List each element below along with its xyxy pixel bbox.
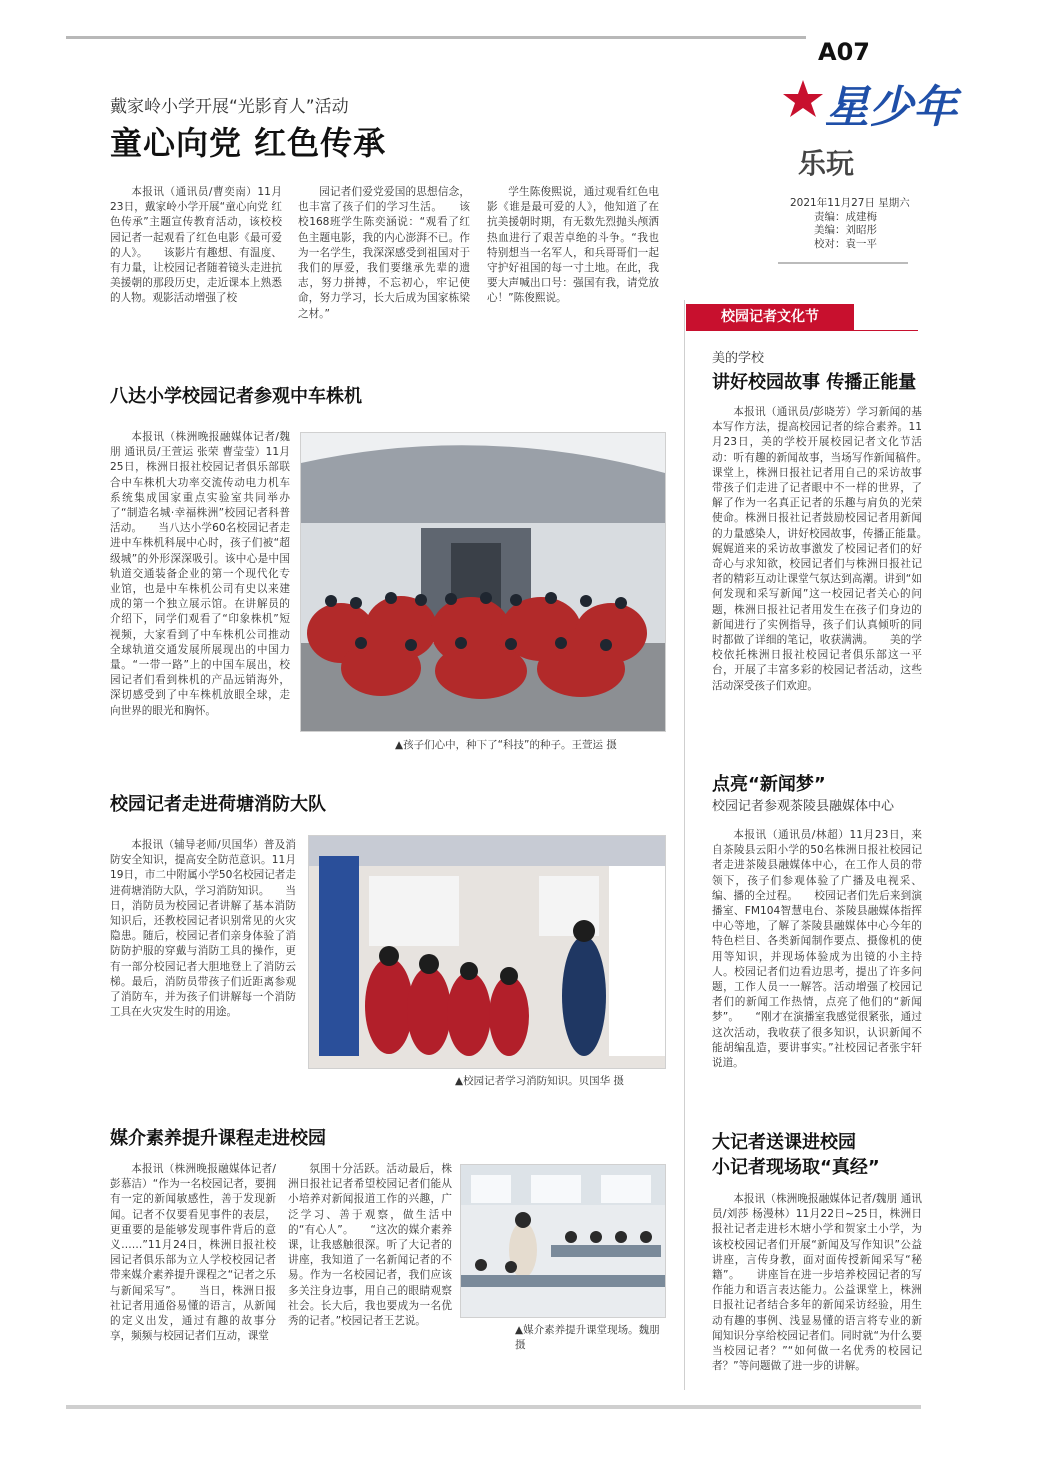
story4-photo [460, 1164, 666, 1318]
right-story2-subtitle: 校园记者参观茶陵县融媒体中心 [712, 799, 895, 814]
story2-photo [300, 432, 666, 732]
section-tag-rule [686, 330, 918, 331]
right-story3-title-line1: 大记者送课进校园 [712, 1132, 856, 1153]
lead-column-3: 学生陈俊熙说，通过观看红色电影《谁是最可爱的人》，他知道了在抗美援朝时期，有无数先烈抛头颅洒热血进行了艰苦卓绝的斗争。“我也特别想当一名军人，和兵哥哥们一起守护好祖国的每一寸土地。在此，我要大声喊出口号：强国有我，请党放心！”陈俊熙说。 [487, 186, 659, 305]
page-number: A07 [818, 38, 870, 66]
dateline [790, 197, 910, 251]
right-story3-body: 本报讯（株洲晚报融媒体记者/魏朋 通讯员/刘莎 杨漫林）11月22日~25日，株洲日报社记者走进杉木塘小学和贺家土小学，为该校校园记者们开展“新闻及写作知识”公益讲座，言传身教，面对面传授新闻采写“秘籍”。 讲座旨在进一步培养校园记者的写作能力和语言表达能力。公益课堂上，株洲日报社记者结合多年的新闻采访经验，用生动有趣的事例、浅显易懂的语言将专业的新闻知识分享给校园记者们。同时就“为什么要当校园记者？”“如何做一名优秀的校园记者？”等问题做了进一步的讲解。 [712, 1193, 922, 1373]
proofreader-credit: 校对：袁一平 [814, 237, 877, 250]
right-story2-title: 点亮“新闻梦” [712, 774, 826, 795]
story3-caption: ▲校园记者学习消防知识。贝国华 摄 [455, 1075, 624, 1087]
story4-caption: ▲媒介素养提升课堂现场。魏朋 摄 [515, 1324, 660, 1351]
lead-title: 童心向党 红色传承 [110, 124, 387, 162]
lead-subtitle: 戴家岭小学开展“光影育人”活动 [110, 97, 349, 117]
right-story1-title: 讲好校园故事 传播正能量 [712, 372, 917, 393]
masthead-rule [778, 262, 908, 264]
star-logo-icon [785, 70, 957, 140]
issue-date: 2021年11月27日 星期六 [790, 197, 910, 209]
right-story1-body: 本报讯（通讯员/彭晓芳）学习新闻的基本写作方法，提高校园记者的综合素养。11月23日，美的学校开展校园记者文化节活动：听有趣的新闻故事，当场写作新闻稿件。 课堂上，株洲日报社记者用自己的采访故事带孩子们走进了记者眼中不一样的世界，了解了作为一名真正记者的乐趣与肩负的光荣使命。株洲日报社记者鼓励校园记者用新闻的力量感染人，讲好校园故事，传播正能量。 娓娓道来的采访故事激发了校园记者们的好奇心与求知欲，校园记者们与株洲日报社记者的精彩互动让课堂气氛达到高潮。讲到“如何发现和采写新闻”这一校园记者关心的问题，株洲日报社记者用发生在孩子们身边的新闻进行了实例指导，孩子们认真倾听的同时都做了详细的笔记，收获满满。 美的学校依托株洲日报社校园记者俱乐部这一平台，开展了丰富多彩的校园记者活动，这些活动深受孩子们欢迎。 [712, 406, 944, 692]
top-rule [66, 36, 806, 39]
section-name: 乐玩 [798, 147, 855, 180]
story3-title: 校园记者走进荷塘消防大队 [110, 794, 326, 815]
story4-title: 媒介素养提升课程走进校园 [110, 1128, 326, 1149]
lead-column-2: 园记者们爱党爱国的思想信念，也丰富了孩子们的学习生活。 该校168班学生陈奕涵说：“观看了红色主题电影，我的内心澎湃不已。作为一名学生，我深深感受到祖国对于我们的厚爱，我们要继承先辈的遗志，努力拼搏，不忘初心，牢记使命，努力学习，长大后成为国家栋梁之材。” [298, 186, 470, 320]
right-story1-kicker: 美的学校 [712, 351, 765, 366]
story4-column-2: 氛围十分活跃。活动最后，株洲日报社记者希望校园记者们能从小培养对新闻报道工作的兴趣，广泛学习、善于观察，做生活中的“有心人”。 “这次的媒介素养课，让我感触很深。听了大记者的讲座，我知道了一名新闻记者的不易。作为一名校园记者，我们应该多关注身边事，用自己的眼睛观察社会。长大后，我也要成为一名优秀的记者。”校园记者王艺说。 [288, 1163, 452, 1328]
editor-credit: 责编：成建梅 [814, 210, 877, 223]
masthead-logo [785, 70, 957, 140]
masthead-text: 星少年 [825, 82, 957, 133]
story4-column-1: 本报讯（株洲晚报融媒体记者/彭慕洁）“作为一名校园记者，要拥有一定的新闻敏感性，善于发现新闻。记者不仅要看见事件的表层，更重要的是能够发现事件背后的意义……”11月24日，株洲日报社校园记者俱乐部为立人学校校园记者带来媒介素养提升课程之“记者之乐与新闻采写”。 当日，株洲日报社记者用通俗易懂的语言，从新闻的定义出发，通过有趣的故事分享，频频与校园记者们互动，课堂 [110, 1163, 276, 1343]
designer-credit: 美编：刘昭彤 [814, 224, 877, 236]
section-tag: 校园记者文化节 [686, 304, 854, 330]
right-story2-body: 本报讯（通讯员/林超）11月23日，来自茶陵县云阳小学的50名株洲日报社校园记者走进茶陵县融媒体中心，在工作人员的带领下，孩子们参观体验了广播及电视采、编、播的全过程。 校园记者们先后来到演播室、FM104智慧电台、茶陵县融媒体指挥中心等地，了解了茶陵县融媒体中心今年的特色栏目、各类新闻制作要点、摄像机的使用等知识，并现场体验成为出镜的小主持人。校园记者们边看边思考，提出了许多问题，工作人员一一解答。活动增强了校园记者们的新闻工作热情，点亮了他们的“新闻梦”。 “刚才在演播室我感觉很紧张，通过这次活动，我收获了很多知识，认识新闻不能胡编乱造，要讲事实。”社校园记者张宇轩说道。 [712, 829, 922, 1070]
story2-caption: ▲孩子们心中，种下了“科技”的种子。王萱运 摄 [395, 739, 617, 751]
story2-title: 八达小学校园记者参观中车株机 [110, 386, 362, 407]
column-divider [684, 300, 685, 1390]
right-story3-title-line2: 小记者现场取“真经” [712, 1157, 880, 1178]
story2-body: 本报讯（株洲晚报融媒体记者/魏朋 通讯员/王萱运 张荣 曹莹莹）11月25日，株洲日报社校园记者俱乐部联合中车株机大功率交流传动电力机车系统集成国家重点实验室共同举办了“制造名城·幸福株洲”校园记者科普活动。 当八达小学60名校园记者走进中车株机科展中心时，孩子们被“超级城”的外形深深吸引。该中心是中国轨道交通装备企业的第一个现代化专业馆，也是中车株机公司有史以来建成的第一个独立展示馆。在讲解员的介绍下，同学们观看了“印象株机”短视频，大家看到了中车株机公司推动全球轨道交通发展所展现出的中国力量。“一带一路”上的中国车展出，校园记者们看到株机的产品远销海外，深切感受到了中车株机放眼全球，走向世界的眼光和胸怀。 [110, 431, 290, 717]
story3-body: 本报讯（辅导老师/贝国华）普及消防安全知识，提高安全防范意识。11月19日，市二中附属小学50名校园记者走进荷塘消防大队，学习消防知识。 当日，消防员为校园记者讲解了基本消防知识后，还教校园记者识别常见的火灾隐患。随后，校园记者们亲身体验了消防防护服的穿戴与消防工具的操作，更有一部分校园记者大胆地登上了消防云梯。最后，消防员带孩子们近距离参观了消防车，并为孩子们讲解每一个消防工具在火灾发生时的用途。 [110, 839, 296, 1019]
story3-photo [308, 835, 666, 1069]
bottom-rule [66, 1405, 921, 1409]
lead-column-1: 本报讯（通讯员/曹奕南）11月23日，戴家岭小学开展“童心向党 红色传承”主题宣传教育活动，该校校园记者一起观看了红色电影《最可爱的人》。 该影片有趣想、有温度、有力量，让校园记者随着镜头走进抗美援朝的那段历史，走近课本上熟悉的人物。观影活动增强了校 [110, 186, 282, 305]
